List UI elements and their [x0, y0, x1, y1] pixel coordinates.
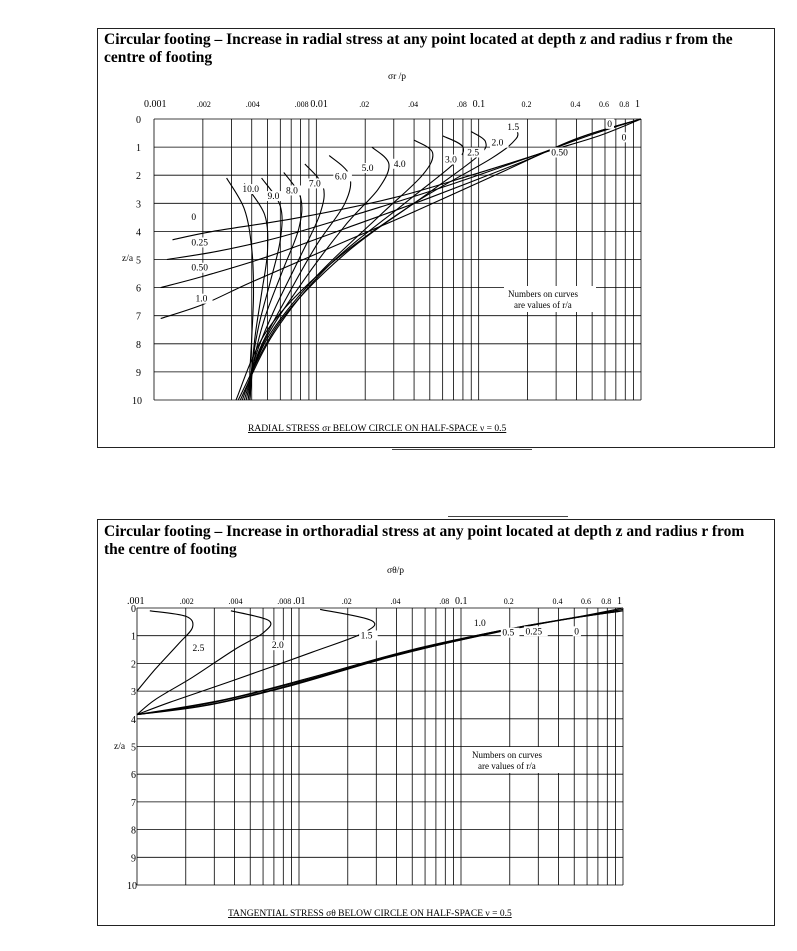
- curve-label: 0.50: [191, 263, 209, 274]
- curve-label: 0: [574, 627, 579, 638]
- scan-mark: [392, 449, 532, 450]
- x-tick-label: 1: [635, 99, 640, 110]
- y-tick-label: 8: [131, 825, 136, 837]
- x-tick-label: .01: [293, 596, 306, 607]
- x-tick-label: .02: [341, 597, 352, 606]
- y-tick-label: 10: [127, 881, 137, 892]
- curve-label: 0.25: [525, 627, 543, 638]
- y-tick-label: 1: [136, 143, 141, 155]
- y-tick-label: 2: [136, 171, 141, 183]
- radial-stress-panel: [97, 28, 775, 448]
- curve-r-a-9.0: [244, 184, 268, 400]
- curve-r-a-2.5: [137, 611, 193, 691]
- y-tick-label: 9: [136, 367, 141, 379]
- tangential-stress-title: Circular footing – Increase in orthoradial stress at any point located at depth z and radius r from the centre of footing: [104, 523, 745, 558]
- y-tick-label: 10: [132, 396, 142, 407]
- x-tick-label: 0.01: [310, 99, 328, 110]
- y-axis-title: z/a: [122, 254, 134, 264]
- curve-label: 2.5: [467, 148, 480, 159]
- chart-caption: RADIAL STRESS σr BELOW CIRCLE ON HALF-SPACE ν = 0.5: [248, 424, 507, 434]
- x-axis-title: σθ/p: [387, 566, 405, 576]
- y-tick-label: 4: [136, 227, 141, 239]
- curve-label: 2.5: [192, 643, 205, 654]
- curve-label: 0: [191, 213, 197, 224]
- curve-label: 6.0: [334, 172, 347, 183]
- y-tick-label: 2: [131, 659, 136, 671]
- curve-label: 8.0: [285, 186, 298, 197]
- x-tick-label: .004: [228, 597, 243, 606]
- x-tick-label: .02: [359, 100, 370, 109]
- x-tick-label: 0.001: [144, 99, 167, 110]
- curve-r-a-0: [137, 608, 623, 715]
- x-tick-label: 0.2: [521, 100, 532, 109]
- x-tick-label: .04: [390, 597, 401, 606]
- x-tick-label: 0.8: [601, 597, 612, 606]
- curve-r-a-2.0: [137, 611, 271, 715]
- y-tick-label: 3: [131, 687, 136, 699]
- curve-r-a-0.25: [137, 609, 623, 714]
- curve-label: 0.25: [191, 238, 209, 249]
- note-line-2: are values of r/a: [514, 300, 572, 310]
- x-tick-label: 0.4: [570, 100, 581, 109]
- curve-label: 2.0: [491, 138, 504, 149]
- y-tick-label: 0: [131, 604, 136, 615]
- curve-label: 7.0: [308, 179, 321, 190]
- scan-mark: [448, 516, 568, 517]
- chart-caption: TANGENTIAL STRESS σθ BELOW CIRCLE ON HALF-SPACE ν = 0.5: [228, 909, 512, 919]
- curve-r-a-0.25: [167, 119, 641, 260]
- y-tick-label: 7: [136, 311, 141, 323]
- x-tick-label: .004: [245, 100, 260, 109]
- curve-r-a-1.5: [137, 609, 375, 714]
- y-tick-label: 7: [131, 797, 136, 809]
- radial-stress-title: Circular footing – Increase in radial stress at any point located at depth z and radius r from the centre of footing: [104, 31, 733, 66]
- x-tick-label: 0.8: [619, 100, 630, 109]
- x-tick-label: 0.4: [552, 597, 563, 606]
- y-tick-label: 6: [131, 770, 136, 782]
- x-tick-label: .008: [277, 597, 292, 606]
- x-tick-label: 0.1: [472, 99, 486, 110]
- x-tick-label: 0.2: [503, 597, 514, 606]
- x-tick-label: .008: [294, 100, 309, 109]
- x-tick-label: .08: [439, 597, 450, 606]
- tangential-stress-chart: [98, 520, 774, 925]
- x-tick-label: 1: [617, 596, 622, 607]
- y-tick-label: 4: [131, 714, 136, 726]
- note-line-2: are values of r/a: [478, 761, 536, 771]
- curve-label: 0.5: [502, 628, 515, 639]
- curve-label: 5.0: [361, 163, 374, 174]
- note-line-1: Numbers on curves: [508, 289, 578, 299]
- x-tick-label: .04: [408, 100, 419, 109]
- y-tick-label: 5: [131, 742, 136, 754]
- x-tick-label: .002: [179, 597, 194, 606]
- curve-label: 2.0: [271, 641, 284, 652]
- curve-label: 0: [621, 133, 627, 144]
- x-tick-label: .08: [456, 100, 467, 109]
- y-tick-label: 5: [136, 255, 141, 267]
- curve-label: 10.0: [242, 185, 259, 196]
- y-tick-label: 6: [136, 283, 141, 295]
- y-tick-label: 8: [136, 339, 141, 351]
- radial-stress-chart: [98, 29, 774, 447]
- tangential-stress-panel: [97, 519, 775, 926]
- x-axis-title: σr /p: [388, 72, 407, 82]
- x-tick-label: 0.1: [455, 596, 468, 607]
- curve-r-a-7.0: [250, 172, 302, 400]
- y-tick-label: 3: [136, 199, 141, 211]
- note-line-1: Numbers on curves: [472, 750, 542, 760]
- y-tick-label: 1: [131, 631, 136, 643]
- curve-label: 1.5: [360, 631, 373, 642]
- curve-label: 1.0: [473, 619, 486, 630]
- curve-label: 1.0: [195, 294, 208, 305]
- curve-label: 0.50: [551, 148, 568, 159]
- x-tick-label: 0.6: [598, 100, 609, 109]
- x-tick-label: 0.6: [581, 597, 592, 606]
- curve-label: 3.0: [444, 155, 457, 166]
- curve-label: 9.0: [267, 192, 280, 203]
- x-tick-label: .002: [196, 100, 211, 109]
- curve-label: 4.0: [393, 159, 406, 170]
- curve-r-a-0: [173, 119, 642, 240]
- x-tick-label: .001: [127, 596, 145, 607]
- curve-label: 1.5: [507, 123, 520, 134]
- y-tick-label: 0: [136, 115, 141, 126]
- curve-r-a-0.5: [137, 611, 623, 715]
- y-tick-label: 9: [131, 853, 136, 865]
- y-axis-title: z/a: [114, 742, 126, 752]
- curve-label: 0: [607, 119, 613, 130]
